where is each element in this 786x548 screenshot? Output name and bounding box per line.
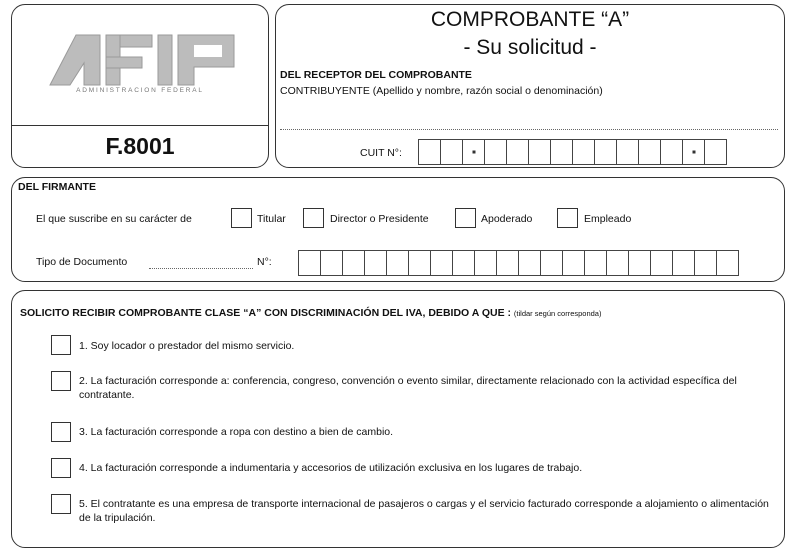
caracter-label: El que suscribe en su carácter de bbox=[36, 213, 192, 225]
reason-3-checkbox[interactable] bbox=[51, 422, 71, 442]
doc-number-label: N°: bbox=[257, 256, 272, 268]
apoderado-label: Apoderado bbox=[481, 213, 533, 225]
firmante-box bbox=[11, 177, 785, 282]
cuit-digit[interactable] bbox=[506, 139, 529, 165]
reason-1-checkbox[interactable] bbox=[51, 335, 71, 355]
reason-4-text: 4. La facturación corresponde a indumentaria y accesorios de utilización exclusiva en los lugares de trabajo. bbox=[79, 462, 583, 474]
reason-5-text: 5. El contratante es una empresa de transporte internacional de pasajeros o cargas y el servicio facturado corresponde a alojamiento o alimentación de la tripulación. bbox=[79, 498, 769, 524]
receptor-box bbox=[275, 4, 785, 168]
cuit-digit[interactable] bbox=[440, 139, 463, 165]
titular-checkbox[interactable] bbox=[231, 208, 252, 228]
firmante-heading: DEL FIRMANTE bbox=[18, 181, 96, 193]
cuit-digit[interactable] bbox=[528, 139, 551, 165]
doc-digit[interactable] bbox=[474, 250, 497, 276]
doc-digit[interactable] bbox=[716, 250, 739, 276]
doc-digit[interactable] bbox=[430, 250, 453, 276]
cuit-digit[interactable] bbox=[638, 139, 661, 165]
receptor-heading: DEL RECEPTOR DEL COMPROBANTE bbox=[280, 69, 472, 81]
reason-5-checkbox[interactable] bbox=[51, 494, 71, 514]
form-title: COMPROBANTE “A” bbox=[430, 8, 630, 31]
cuit-label: CUIT N°: bbox=[360, 147, 402, 159]
doc-digit[interactable] bbox=[562, 250, 585, 276]
cuit-digit[interactable] bbox=[572, 139, 595, 165]
form-code: F.8001 bbox=[105, 133, 175, 159]
doc-digit[interactable] bbox=[584, 250, 607, 276]
doc-digit[interactable] bbox=[386, 250, 409, 276]
reason-2-text: 2. La facturación corresponde a: conferencia, congreso, convención o evento similar, directamente relacionado con la actividad específica del contratante. bbox=[79, 375, 737, 401]
cuit-input[interactable] bbox=[419, 139, 727, 165]
doc-digit[interactable] bbox=[540, 250, 563, 276]
contribuyente-field[interactable] bbox=[280, 129, 778, 130]
reason-2-checkbox[interactable] bbox=[51, 371, 71, 391]
apoderado-checkbox[interactable] bbox=[455, 208, 476, 228]
afip-logo bbox=[48, 33, 240, 87]
doc-digit[interactable] bbox=[452, 250, 475, 276]
doc-digit[interactable] bbox=[342, 250, 365, 276]
doc-digit[interactable] bbox=[606, 250, 629, 276]
logo-divider bbox=[12, 125, 268, 126]
cuit-digit[interactable] bbox=[484, 139, 507, 165]
cuit-digit[interactable] bbox=[594, 139, 617, 165]
doc-digit[interactable] bbox=[364, 250, 387, 276]
cuit-digit[interactable] bbox=[418, 139, 441, 165]
doc-digit[interactable] bbox=[672, 250, 695, 276]
doc-type-field[interactable] bbox=[149, 268, 253, 269]
empleado-label: Empleado bbox=[584, 213, 632, 225]
reason-4-checkbox[interactable] bbox=[51, 458, 71, 478]
cuit-separator bbox=[462, 139, 485, 165]
empleado-checkbox[interactable] bbox=[557, 208, 578, 228]
cuit-digit[interactable] bbox=[704, 139, 727, 165]
form-subtitle: - Su solicitud - bbox=[463, 36, 597, 59]
cuit-digit[interactable] bbox=[660, 139, 683, 165]
doc-digit[interactable] bbox=[408, 250, 431, 276]
doc-digit[interactable] bbox=[694, 250, 717, 276]
contribuyente-label: CONTRIBUYENTE (Apellido y nombre, razón social o denominación) bbox=[280, 85, 603, 97]
cuit-digit[interactable] bbox=[616, 139, 639, 165]
cuit-digit[interactable] bbox=[550, 139, 573, 165]
reasons-heading-text: SOLICITO RECIBIR COMPROBANTE CLASE “A” CON DISCRIMINACIÓN DEL IVA, DEBIDO A QUE : bbox=[20, 307, 511, 319]
doc-digit[interactable] bbox=[628, 250, 651, 276]
doc-digit[interactable] bbox=[298, 250, 321, 276]
reasons-box bbox=[11, 290, 785, 548]
logo-subtitle: ADMINISTRACION FEDERAL bbox=[76, 87, 204, 94]
reasons-heading bbox=[20, 307, 601, 319]
reasons-heading-note: (tildar según corresponda) bbox=[513, 309, 602, 318]
doc-type-label: Tipo de Documento bbox=[36, 256, 128, 268]
cuit-separator bbox=[682, 139, 705, 165]
doc-digit[interactable] bbox=[496, 250, 519, 276]
doc-digit[interactable] bbox=[518, 250, 541, 276]
director-label: Director o Presidente bbox=[330, 213, 429, 225]
director-checkbox[interactable] bbox=[303, 208, 324, 228]
doc-digit[interactable] bbox=[320, 250, 343, 276]
reason-3-text: 3. La facturación corresponde a ropa con destino a bien de cambio. bbox=[79, 426, 394, 438]
logo-box bbox=[11, 4, 269, 168]
doc-number-input[interactable] bbox=[299, 250, 739, 276]
reason-1-text: 1. Soy locador o prestador del mismo servicio. bbox=[79, 340, 295, 352]
doc-digit[interactable] bbox=[650, 250, 673, 276]
titular-label: Titular bbox=[257, 213, 286, 225]
